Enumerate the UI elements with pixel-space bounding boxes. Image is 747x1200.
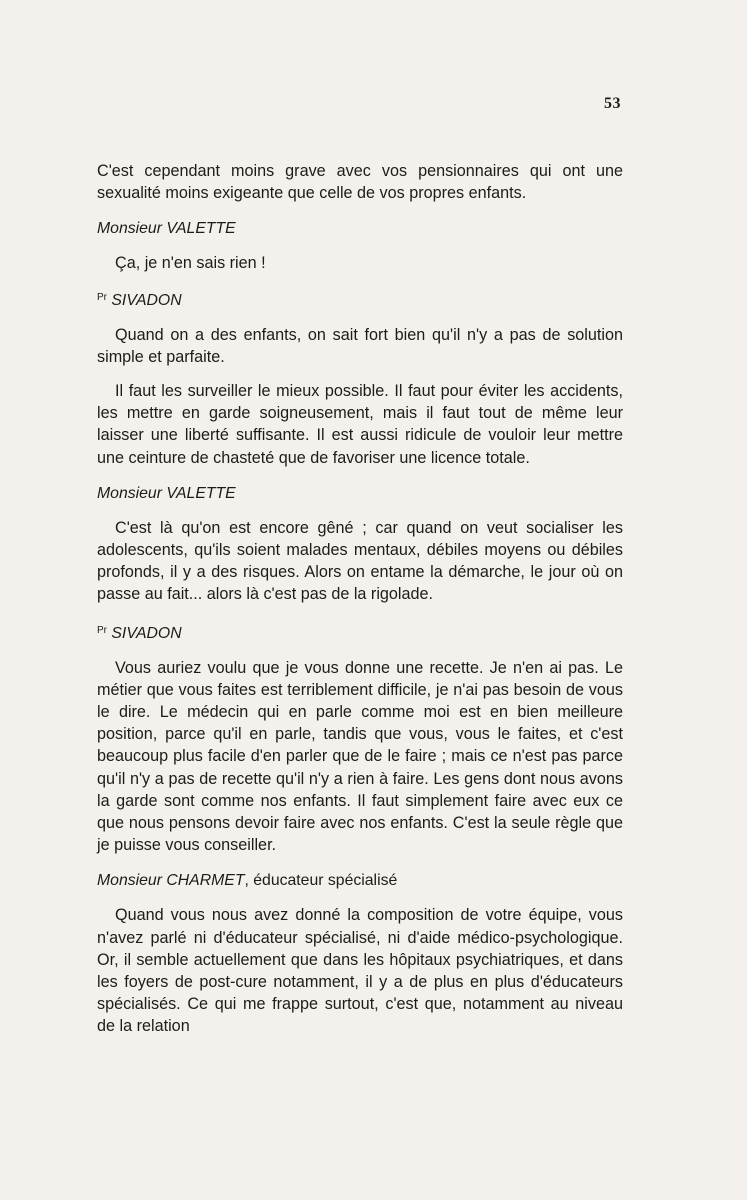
paragraph: Ça, je n'en sais rien !: [115, 254, 266, 273]
speaker-prefix: Pr: [97, 291, 107, 303]
speaker-name: Monsieur VALETTE: [97, 484, 236, 502]
paragraph: C'est cependant moins grave avec vos pensionnaires qui ont une sexualité moins exigeante que celle de vos propres enfants.: [97, 162, 623, 203]
speaker-name: SIVADON: [111, 624, 182, 642]
paragraph: Il faut les surveiller le mieux possible. Il faut pour éviter les accidents, les mettre en garde soigneusement, mais il faut tout de même leur laisser une liberté suffisante. Il est aussi ridicule de vouloir leur mettre une ceinture de chasteté que de favoriser une licence totale.: [97, 382, 623, 467]
speaker-name: Monsieur CHARMET: [97, 872, 245, 890]
speaker-name: SIVADON: [111, 291, 182, 309]
speaker-heading: [97, 287, 623, 312]
speaker-qualifier: , éducateur spécialisé: [244, 872, 398, 890]
text-column: [97, 160, 623, 1038]
page-number: 53: [604, 95, 621, 112]
paragraph: C'est là qu'on est encore gêné ; car quand on veut socialiser les adolescents, qu'ils soient malades mentaux, débiles moyens ou débiles profonds, il y a des risques. Alors on entame la démarche, le jour où on passe au fait... alors là c'est pas de la rigolade.: [97, 518, 623, 604]
speaker-heading: [97, 483, 623, 505]
speaker-name: Monsieur VALETTE: [97, 220, 236, 238]
speaker-heading: [97, 870, 623, 892]
paragraph: Vous auriez voulu que je vous donne une recette. Je n'en ai pas. Le métier que vous faites est terriblement difficile, je n'ai pas besoin de vous le dire. Le médecin qui en parle comme moi est en bien meilleure position, parce qu'il en parle, tandis que vous, vous le faites, et c'est beaucoup plus facile d'en parler que de le faire ; mais ce n'est pas parce qu'il n'y a pas de recette qu'il n'y a rien à faire. Les gens dont nous avons la garde sont comme nos enfants. Il faut simplement faire avec eux ce que nous pensons devoir faire avec nos enfants. C'est la seule règle que je puisse vous conseiller.: [97, 658, 623, 855]
speaker-prefix: Pr: [97, 624, 107, 636]
speaker-heading: [97, 218, 623, 240]
speaker-heading: [97, 620, 623, 645]
paragraph: Quand vous nous avez donné la composition de votre équipe, vous n'avez parlé ni d'éducateur spécialisé, ni d'aide médico-psychologique. Or, il semble actuellement que dans les hôpitaux psychiatriques, et dans les foyers de post-cure notamment, il y a de plus en plus d'éducateurs spécialisés. Ce qui me frappe surtout, c'est que, notamment au niveau de la relation: [97, 906, 623, 1036]
paragraph: Quand on a des enfants, on sait fort bien qu'il n'y a pas de solution simple et parfaite.: [97, 325, 623, 366]
